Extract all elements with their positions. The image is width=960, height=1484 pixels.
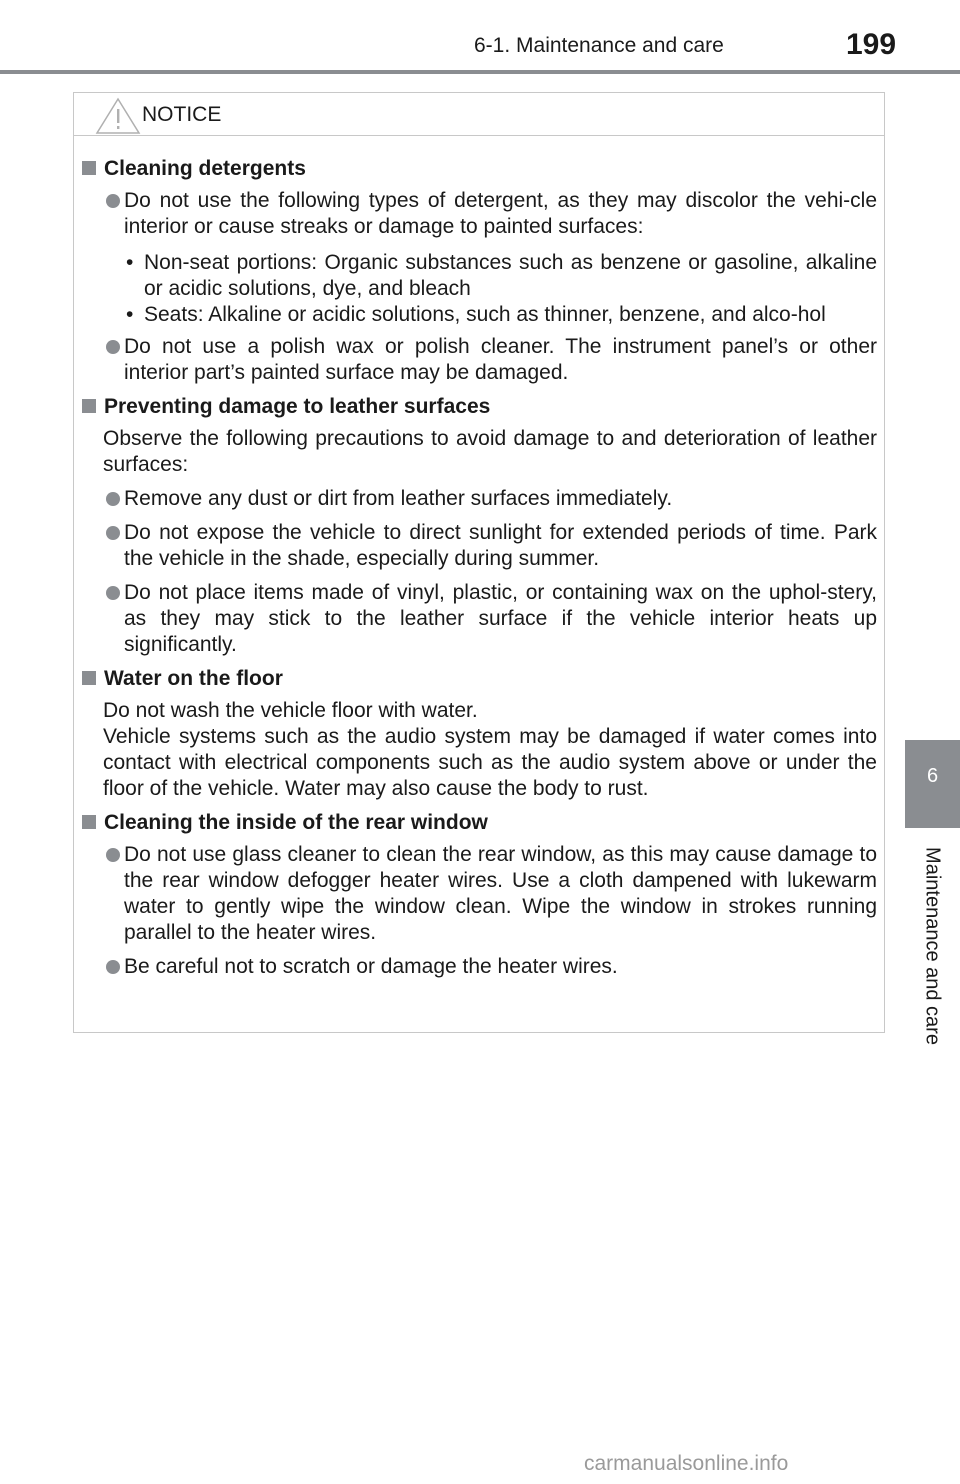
chapter-tab-number: 6 bbox=[926, 765, 939, 787]
heading-rear-window: Cleaning the inside of the rear window bbox=[80, 810, 877, 836]
header-divider bbox=[0, 70, 960, 74]
paragraph: Do not wash the vehicle floor with water. bbox=[103, 699, 478, 722]
list-item: Do not use a polish wax or polish cleaner. The instrument panel’s or other interior part’s painted surface may be damaged. bbox=[80, 334, 877, 386]
section-title: 6-1. Maintenance and care bbox=[474, 34, 724, 57]
list-item: Be careful not to scratch or damage the heater wires. bbox=[80, 954, 877, 980]
paragraph: Vehicle systems such as the audio system may be damaged if water comes into contact with electrical components such as the audio system above or under the floor of the vehicle. Water may also cause the body to rust. bbox=[103, 725, 877, 800]
list-item: Remove any dust or dirt from leather surfaces immediately. bbox=[80, 486, 877, 512]
sub-list-item: • Non-seat portions: Organic substances such as benzene or gasoline, alkaline or acidic solutions, dye, and bleach bbox=[80, 250, 877, 302]
list-item: Do not place items made of vinyl, plastic, or containing wax on the uphol-stery, as they may stick to the leather surface if the vehicle interior heats up significantly. bbox=[80, 580, 877, 658]
heading-water-on-floor: Water on the floor bbox=[80, 666, 877, 692]
paragraph: Observe the following precautions to avoid damage to and deterioration of leather surfaces: bbox=[103, 427, 877, 476]
notice-content bbox=[80, 156, 877, 980]
heading-leather-surfaces: Preventing damage to leather surfaces bbox=[80, 394, 877, 420]
list-item: Do not use glass cleaner to clean the rear window, as this may cause damage to the rear window defogger heater wires. Use a cloth dampened with lukewarm water to gently wipe the window clean. Wipe the window in strokes running parallel to the heater wires. bbox=[80, 842, 877, 946]
heading-cleaning-detergents: Cleaning detergents bbox=[80, 156, 877, 182]
notice-header bbox=[74, 93, 884, 136]
chapter-tab-label: Maintenance and care bbox=[921, 847, 944, 1045]
list-item: Do not expose the vehicle to direct sunlight for extended periods of time. Park the vehicle in the shade, especially during summer. bbox=[80, 520, 877, 572]
list-item: Do not use the following types of detergent, as they may discolor the vehi-cle interior or cause streaks or damage to painted surfaces: bbox=[80, 188, 877, 240]
notice-title: NOTICE bbox=[142, 103, 222, 126]
watermark: carmanualsonline.info bbox=[584, 1452, 789, 1475]
sub-list-item: • Seats: Alkaline or acidic solutions, such as thinner, benzene, and alco-hol bbox=[80, 302, 877, 328]
page-number: 199 bbox=[846, 28, 897, 61]
warning-triangle-icon bbox=[95, 97, 141, 135]
